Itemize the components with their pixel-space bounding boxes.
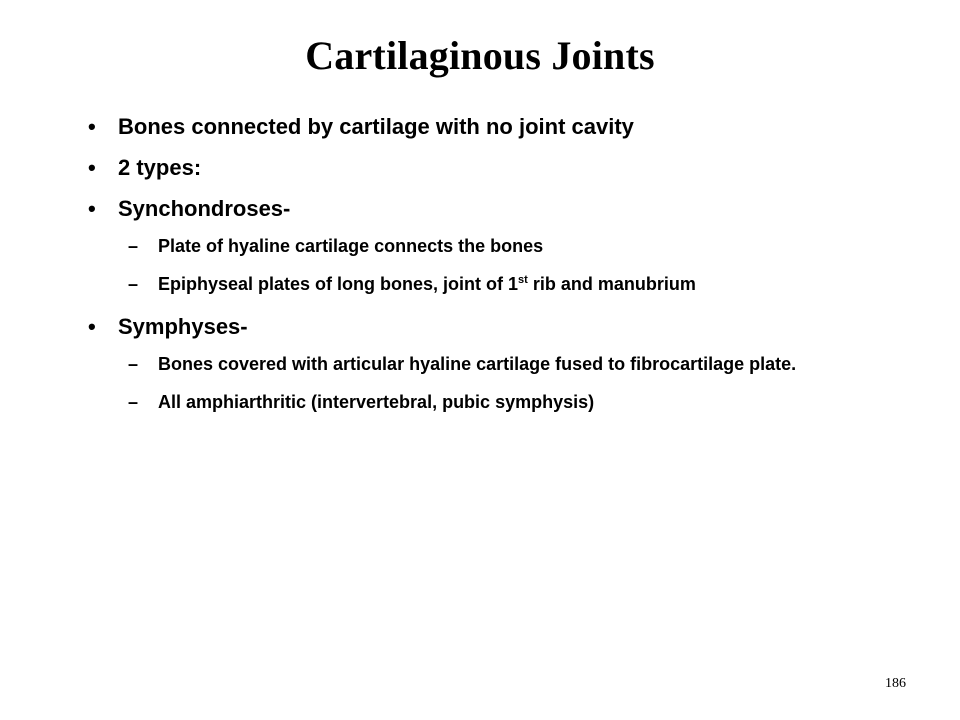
sub-item-text-post: rib and manubrium bbox=[527, 274, 696, 294]
sub-item bbox=[88, 234, 888, 258]
ordinal-superscript: st bbox=[518, 274, 528, 286]
bullet-item-types bbox=[88, 153, 888, 183]
bullet-text: 2 types: bbox=[118, 155, 202, 180]
sub-item-text bbox=[158, 274, 696, 294]
bullet-item-connection bbox=[88, 112, 888, 142]
bullet-text: Synchondroses- bbox=[118, 196, 291, 221]
bullet-icon: • bbox=[88, 314, 96, 339]
dash-icon: – bbox=[128, 236, 139, 256]
bullet-text: Bones connected by cartilage with no joint cavity bbox=[118, 114, 634, 139]
page-number: 186 bbox=[885, 676, 906, 691]
sub-item bbox=[88, 390, 888, 414]
dash-icon: – bbox=[128, 392, 139, 412]
slide-title: Cartilaginous Joints bbox=[305, 33, 655, 78]
dash-icon: – bbox=[128, 274, 139, 294]
bullet-icon: • bbox=[88, 114, 96, 139]
sub-item-text: Plate of hyaline cartilage connects the bones bbox=[158, 236, 544, 256]
sub-item bbox=[88, 352, 888, 376]
sub-list-synchondroses bbox=[88, 234, 888, 296]
sub-item bbox=[88, 272, 888, 296]
bullet-icon: • bbox=[88, 155, 96, 180]
sub-item-text-pre: Epiphyseal plates of long bones, joint of 1 bbox=[158, 274, 519, 294]
bullet-list bbox=[88, 112, 888, 430]
sub-list-symphyses bbox=[88, 352, 888, 414]
sub-item-text: All amphiarthritic (intervertebral, pubic symphysis) bbox=[158, 392, 595, 412]
dash-icon: – bbox=[128, 354, 139, 374]
bullet-text: Symphyses- bbox=[118, 314, 248, 339]
sub-item-text: Bones covered with articular hyaline cartilage fused to fibrocartilage plate. bbox=[158, 354, 797, 374]
bullet-item-symphyses bbox=[88, 312, 888, 342]
bullet-item-synchondroses bbox=[88, 194, 888, 224]
bullet-icon: • bbox=[88, 196, 96, 221]
